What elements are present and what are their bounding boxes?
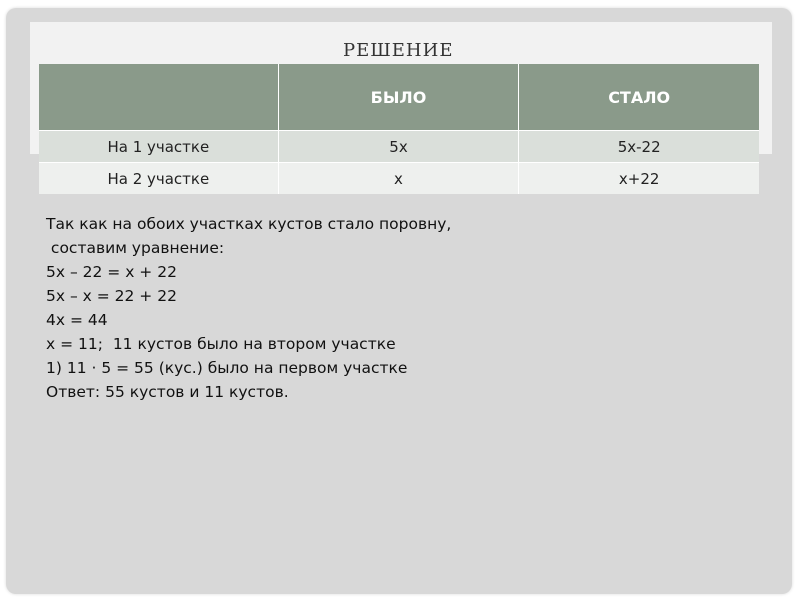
cell-plot-label: На 2 участке xyxy=(39,163,278,195)
cell-plot-label: На 1 участке xyxy=(39,131,278,163)
data-table xyxy=(39,64,759,194)
table-row xyxy=(39,131,759,163)
solution-text xyxy=(46,212,451,404)
solution-line: 5х – х = 22 + 22 xyxy=(46,287,177,305)
cell-stalo: х+22 xyxy=(519,163,759,195)
table-header-row xyxy=(39,64,759,131)
header-stalo: СТАЛО xyxy=(519,64,759,131)
solution-line: Ответ: 55 кустов и 11 кустов. xyxy=(46,383,289,401)
cell-bylo: х xyxy=(278,163,519,195)
slide-title: РЕШЕНИЕ xyxy=(343,40,454,61)
solution-line: х = 11; 11 кустов было на втором участке xyxy=(46,335,396,353)
solution-line: 4х = 44 xyxy=(46,311,108,329)
solution-line: 5х – 22 = х + 22 xyxy=(46,263,177,281)
table-row xyxy=(39,163,759,195)
solution-line: Так как на обоих участках кустов стало поровну, xyxy=(46,215,452,233)
cell-stalo: 5х-22 xyxy=(519,131,759,163)
header-empty xyxy=(39,64,278,131)
header-bylo: БЫЛО xyxy=(278,64,519,131)
cell-bylo: 5х xyxy=(278,131,519,163)
solution-line: составим уравнение: xyxy=(46,239,225,257)
solution-line: 1) 11 · 5 = 55 (кус.) было на первом участке xyxy=(46,359,408,377)
